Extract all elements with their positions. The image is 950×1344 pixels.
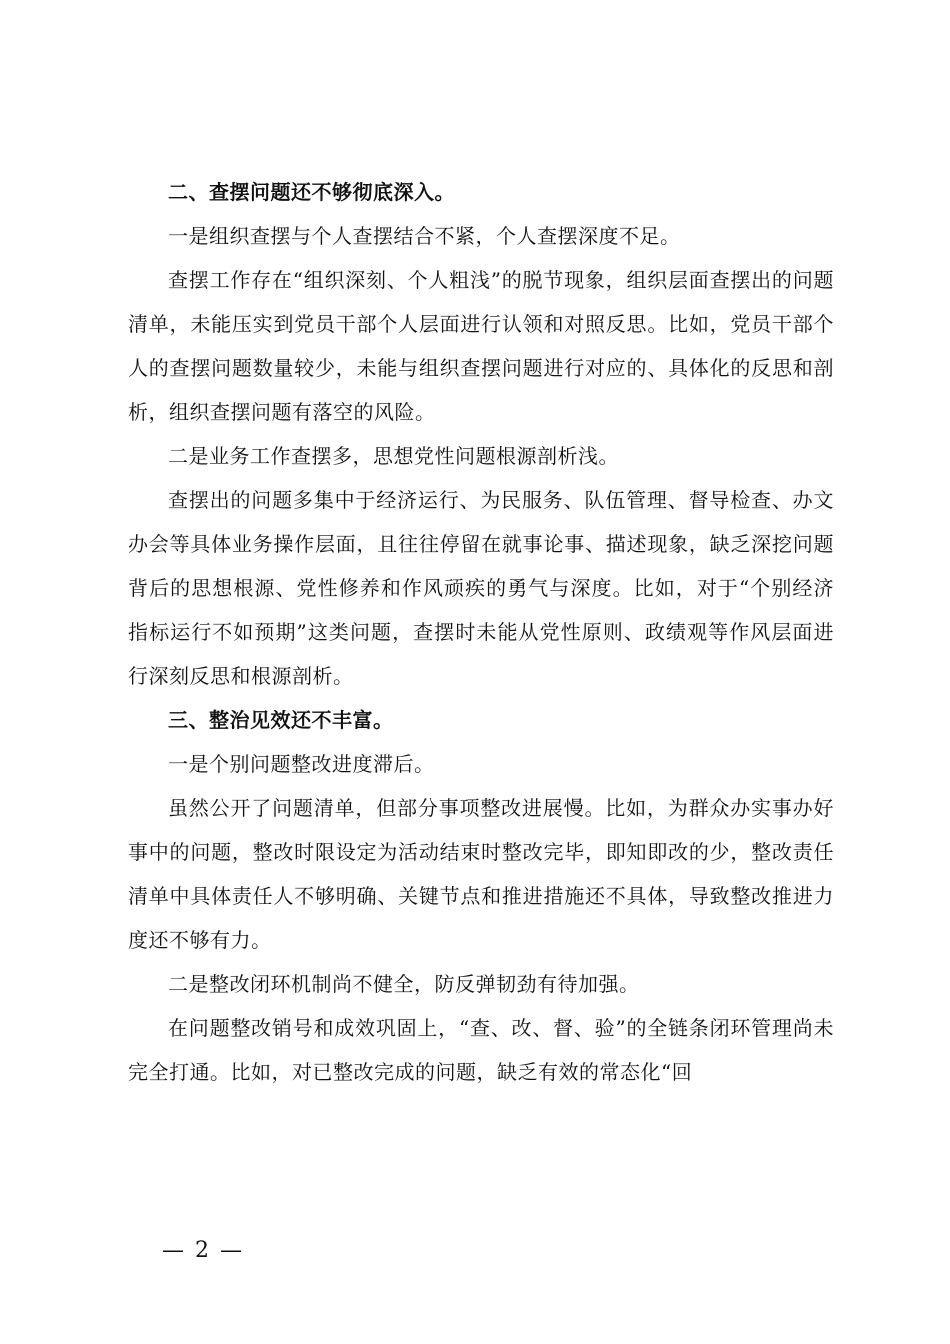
section3-point2-body: 在问题整改销号和成效巩固上，“查、改、督、验”的全链条闭环管理尚未完全打通。比如，对已整改完成的问题，缺乏有效的常态化“回 [128,1016,834,1084]
page-number: — 2 — [162,1238,244,1263]
section2-point2-title: 二是业务工作查摆多，思想党性问题根源剖析浅。 [168,444,619,468]
section2-point2-body: 查摆出的问题多集中于经济运行、为民服务、队伍管理、督导检查、办文办会等具体业务操作层面，且往往停留在就事论事、描述现象，缺乏深挖问题背后的思想根源、党性修养和作风顽疾的勇气与深度。比如，对于“个别经济指标运行不如预期”这类问题，查摆时未能从党性原则、政绩观等作风层面进行深刻反思和根源剖析。 [128,488,834,688]
section3-point1-title: 一是个别问题整改进度滞后。 [168,752,435,776]
section2-point1-body: 查摆工作存在“组织深刻、个人粗浅”的脱节现象，组织层面查摆出的问题清单，未能压实到党员干部个人层面进行认领和对照反思。比如，党员干部个人的查摆问题数量较少，未能与组织查摆问题进行对应的、具体化的反思和剖析，组织查摆问题有落空的风险。 [128,268,834,424]
section2-point1-title: 一是组织查摆与个人查摆结合不紧，个人查摆深度不足。 [168,224,681,248]
section-heading-3: 三、整治见效还不丰富。 [168,708,394,732]
section3-point1-body: 虽然公开了问题清单，但部分事项整改进展慢。比如，为群众办实事办好事中的问题，整改时限设定为活动结束时整改完毕，即知即改的少，整改责任清单中具体责任人不够明确、关键节点和推进措施还不具体，导致整改推进力度还不够有力。 [128,796,834,952]
section3-point2-title: 二是整改闭环机制尚不健全，防反弹韧劲有待加强。 [168,972,640,996]
document-body [128,170,834,1094]
section-heading-2: 二、查摆问题还不够彻底深入。 [168,180,455,204]
